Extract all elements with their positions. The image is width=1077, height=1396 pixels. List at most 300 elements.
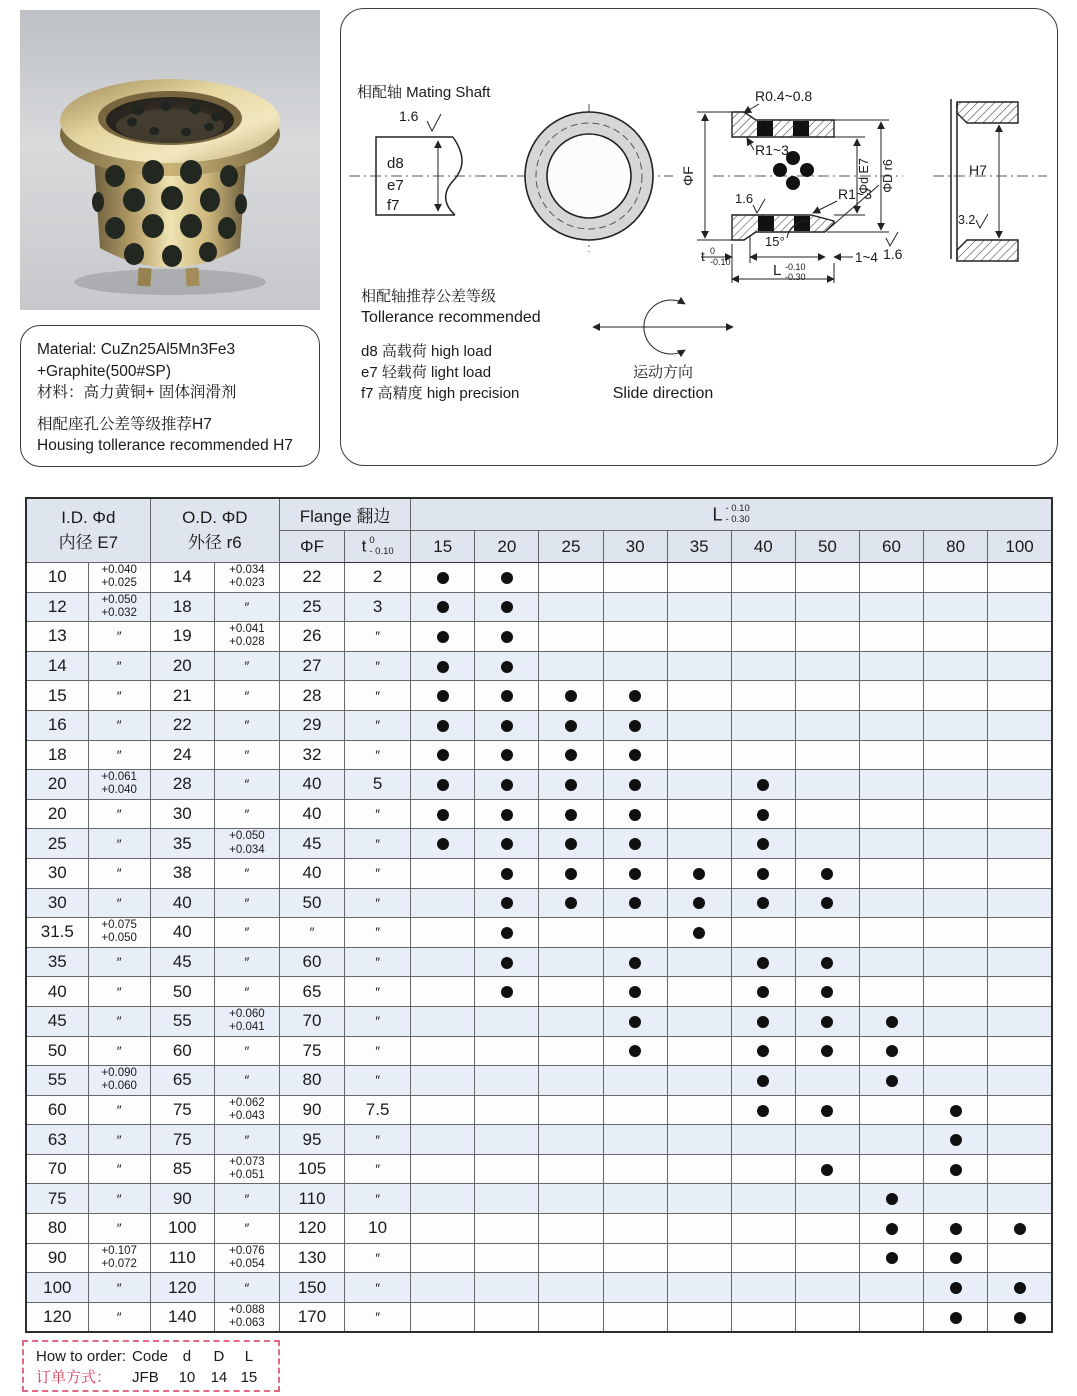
cell-l-80	[924, 740, 988, 770]
cell-l-50	[795, 1125, 859, 1155]
cell-flange-diameter: 170	[279, 1302, 344, 1332]
fillet-top-label: R1~3	[755, 142, 789, 158]
cell-od: 30	[150, 799, 214, 829]
cell-l-25	[539, 1184, 603, 1214]
cell-flange-thickness: ″	[345, 622, 411, 652]
availability-dot	[629, 779, 641, 791]
cell-l-60	[859, 1273, 923, 1303]
dim-phi-d-e7: Φd E7	[857, 158, 871, 194]
cell-l-40	[731, 888, 795, 918]
cell-l-20	[475, 1095, 539, 1125]
cell-flange-diameter: 26	[279, 622, 344, 652]
spec-table	[25, 497, 1053, 1333]
spec-row	[26, 1302, 1052, 1332]
cell-id: 35	[26, 947, 88, 977]
cell-id: 25	[26, 829, 88, 859]
cell-l-40	[731, 1154, 795, 1184]
cell-id: 16	[26, 710, 88, 740]
availability-dot	[950, 1164, 962, 1176]
availability-dot	[950, 1312, 962, 1324]
cell-l-35	[667, 799, 731, 829]
cell-l-15	[411, 563, 475, 593]
cell-l-20	[475, 858, 539, 888]
cell-l-60	[859, 710, 923, 740]
availability-dot	[629, 897, 641, 909]
cell-l-40	[731, 947, 795, 977]
cell-l-30	[603, 829, 667, 859]
cell-flange-thickness: 7.5	[345, 1095, 411, 1125]
cell-l-80	[924, 888, 988, 918]
cell-l-25	[539, 1243, 603, 1273]
cell-flange-diameter: 80	[279, 1066, 344, 1096]
cell-l-80	[924, 710, 988, 740]
cell-od-tolerance: +0.088 +0.063	[214, 1302, 279, 1332]
cell-l-30	[603, 622, 667, 652]
availability-dot	[757, 868, 769, 880]
cell-l-60	[859, 799, 923, 829]
cell-flange-thickness: ″	[345, 829, 411, 859]
col-l-30: 30	[603, 531, 667, 563]
cell-od-tolerance: +0.076 +0.054	[214, 1243, 279, 1273]
mating-shaft-view	[376, 108, 462, 215]
availability-dot	[565, 868, 577, 880]
cell-l-15	[411, 918, 475, 948]
cell-l-25	[539, 1125, 603, 1155]
col-od-header	[150, 498, 279, 563]
cell-l-40	[731, 1066, 795, 1096]
cell-l-25	[539, 710, 603, 740]
cell-l-40	[731, 829, 795, 859]
cell-l-15	[411, 740, 475, 770]
cell-l-35	[667, 770, 731, 800]
cell-l-100	[988, 977, 1052, 1007]
order-col-D: D	[213, 1348, 225, 1365]
availability-dot	[629, 1045, 641, 1057]
cell-od-tolerance: ″	[214, 1125, 279, 1155]
cell-id-tolerance: ″	[88, 1302, 150, 1332]
cell-od-tolerance: ″	[214, 651, 279, 681]
cell-id: 13	[26, 622, 88, 652]
cell-l-80	[924, 1036, 988, 1066]
cell-l-80	[924, 622, 988, 652]
cell-flange-diameter: 50	[279, 888, 344, 918]
cell-l-15	[411, 977, 475, 1007]
cell-od-tolerance: ″	[214, 592, 279, 622]
cell-od-tolerance: ″	[214, 799, 279, 829]
cell-flange-diameter: 32	[279, 740, 344, 770]
cell-l-40	[731, 622, 795, 652]
cell-l-40	[731, 710, 795, 740]
cell-od-tolerance: ″	[214, 858, 279, 888]
cell-l-80	[924, 1006, 988, 1036]
cell-flange-thickness: ″	[345, 977, 411, 1007]
availability-dot	[693, 927, 705, 939]
availability-dot	[1014, 1223, 1026, 1235]
cell-flange-diameter: 75	[279, 1036, 344, 1066]
cell-l-15	[411, 1095, 475, 1125]
availability-dot	[757, 1105, 769, 1117]
cell-l-50	[795, 1243, 859, 1273]
availability-dot	[629, 957, 641, 969]
shaft-fit-e7: e7	[387, 177, 404, 194]
cell-l-35	[667, 918, 731, 948]
cell-id-tolerance: +0.075 +0.050	[88, 918, 150, 948]
cell-od: 100	[150, 1214, 214, 1244]
cell-l-100	[988, 1006, 1052, 1036]
cell-l-35	[667, 710, 731, 740]
cell-l-100	[988, 710, 1052, 740]
cell-l-15	[411, 1302, 475, 1332]
cell-flange-diameter: 95	[279, 1125, 344, 1155]
cell-od: 21	[150, 681, 214, 711]
cell-l-25	[539, 947, 603, 977]
cell-flange-thickness: ″	[345, 681, 411, 711]
availability-dot	[757, 986, 769, 998]
cell-od: 75	[150, 1125, 214, 1155]
cell-l-35	[667, 829, 731, 859]
cell-l-35	[667, 858, 731, 888]
order-col-d: d	[182, 1348, 192, 1365]
availability-dot	[1014, 1282, 1026, 1294]
cell-l-15	[411, 622, 475, 652]
cell-l-25	[539, 1154, 603, 1184]
cell-id-tolerance: ″	[88, 651, 150, 681]
cell-l-25	[539, 651, 603, 681]
availability-dot	[437, 631, 449, 643]
availability-dot	[565, 809, 577, 821]
cell-l-30	[603, 563, 667, 593]
cell-l-35	[667, 1243, 731, 1273]
availability-dot	[757, 1016, 769, 1028]
cell-l-35	[667, 681, 731, 711]
cell-flange-diameter: 150	[279, 1273, 344, 1303]
material-line-en2: +Graphite(500#SP)	[37, 362, 171, 380]
cell-l-80	[924, 592, 988, 622]
technical-drawing-panel	[340, 8, 1058, 466]
cell-l-60	[859, 1125, 923, 1155]
spec-row	[26, 1066, 1052, 1096]
cell-l-50	[795, 918, 859, 948]
cell-od: 75	[150, 1095, 214, 1125]
cell-l-20	[475, 622, 539, 652]
availability-dot	[501, 572, 513, 584]
availability-dot	[757, 1045, 769, 1057]
cell-id: 30	[26, 888, 88, 918]
spec-row	[26, 829, 1052, 859]
spec-row	[26, 1125, 1052, 1155]
cell-l-20	[475, 1066, 539, 1096]
spec-row	[26, 1006, 1052, 1036]
cell-id-tolerance: +0.061 +0.040	[88, 770, 150, 800]
col-l-40: 40	[731, 531, 795, 563]
cell-l-100	[988, 1302, 1052, 1332]
t-header-sub: - 0.10	[369, 545, 394, 557]
t-header-sup: 0	[369, 534, 375, 546]
cell-l-80	[924, 1302, 988, 1332]
cell-flange-diameter: 22	[279, 563, 344, 593]
cell-l-35	[667, 1125, 731, 1155]
cell-l-25	[539, 1095, 603, 1125]
availability-dot	[565, 720, 577, 732]
cell-l-30	[603, 1273, 667, 1303]
availability-dot	[886, 1075, 898, 1087]
cell-l-30	[603, 681, 667, 711]
col-id-header-line1: I.D. Φd	[61, 507, 116, 527]
cell-l-50	[795, 592, 859, 622]
cell-id: 31.5	[26, 918, 88, 948]
cell-id-tolerance: ″	[88, 1095, 150, 1125]
cell-l-40	[731, 858, 795, 888]
availability-dot	[501, 986, 513, 998]
cell-l-20	[475, 918, 539, 948]
cell-l-15	[411, 1214, 475, 1244]
cell-l-25	[539, 1036, 603, 1066]
availability-dot	[629, 838, 641, 850]
availability-dot	[886, 1193, 898, 1205]
availability-dot	[437, 779, 449, 791]
cell-l-40	[731, 918, 795, 948]
cell-l-15	[411, 1184, 475, 1214]
availability-dot	[501, 749, 513, 761]
spec-row	[26, 1036, 1052, 1066]
availability-dot	[693, 897, 705, 909]
cell-l-50	[795, 563, 859, 593]
cell-l-100	[988, 1125, 1052, 1155]
cell-l-15	[411, 592, 475, 622]
cell-id-tolerance: +0.090 +0.060	[88, 1066, 150, 1096]
col-l-25: 25	[539, 531, 603, 563]
availability-dot	[693, 868, 705, 880]
cell-l-25	[539, 563, 603, 593]
availability-dot	[1014, 1312, 1026, 1324]
availability-dot	[501, 631, 513, 643]
cell-od: 85	[150, 1154, 214, 1184]
cell-flange-thickness: 10	[345, 1214, 411, 1244]
spec-row	[26, 1184, 1052, 1214]
cell-id: 45	[26, 1006, 88, 1036]
cell-l-40	[731, 563, 795, 593]
cell-l-60	[859, 1302, 923, 1332]
spec-row	[26, 740, 1052, 770]
col-id-header	[26, 498, 150, 563]
cell-l-50	[795, 977, 859, 1007]
cell-l-30	[603, 1214, 667, 1244]
cell-l-30	[603, 1066, 667, 1096]
cell-l-60	[859, 1066, 923, 1096]
cell-l-30	[603, 1154, 667, 1184]
spec-row	[26, 918, 1052, 948]
spec-row	[26, 710, 1052, 740]
product-photo	[20, 10, 320, 310]
cell-l-50	[795, 1154, 859, 1184]
cell-l-30	[603, 1095, 667, 1125]
cell-l-30	[603, 592, 667, 622]
spec-row	[26, 563, 1052, 593]
cell-l-35	[667, 947, 731, 977]
chamfer-angle-label: 15°	[765, 234, 785, 249]
cell-l-50	[795, 829, 859, 859]
cell-l-20	[475, 651, 539, 681]
availability-dot	[757, 897, 769, 909]
cell-od-tolerance: ″	[214, 888, 279, 918]
cell-l-35	[667, 622, 731, 652]
housing-tolerance-en: Housing tollerance recommended H7	[37, 437, 293, 454]
cell-l-30	[603, 1302, 667, 1332]
slide-direction	[593, 300, 733, 402]
cell-flange-diameter: 40	[279, 770, 344, 800]
cell-id: 30	[26, 858, 88, 888]
spec-row	[26, 651, 1052, 681]
cell-l-20	[475, 1302, 539, 1332]
cell-l-30	[603, 977, 667, 1007]
cell-od: 14	[150, 563, 214, 593]
col-l-80: 80	[924, 531, 988, 563]
availability-dot	[886, 1223, 898, 1235]
cell-l-40	[731, 592, 795, 622]
tolerance-title-en: Tollerance recommended	[361, 309, 541, 326]
cell-id-tolerance: ″	[88, 1273, 150, 1303]
cell-flange-thickness: ″	[345, 1125, 411, 1155]
cell-flange-thickness: ″	[345, 858, 411, 888]
ring-front-view	[525, 104, 653, 252]
availability-dot	[501, 720, 513, 732]
cell-l-80	[924, 829, 988, 859]
cell-l-25	[539, 799, 603, 829]
order-label-en: How to order:	[36, 1348, 127, 1365]
shaft-roughness-value: 1.6	[399, 108, 419, 124]
cell-od: 18	[150, 592, 214, 622]
cell-l-30	[603, 947, 667, 977]
cell-l-25	[539, 858, 603, 888]
col-l-header	[411, 498, 1052, 531]
cell-l-100	[988, 1066, 1052, 1096]
cell-l-25	[539, 770, 603, 800]
cell-l-80	[924, 1066, 988, 1096]
slide-direction-cn: 运动方向	[632, 364, 694, 381]
availability-dot	[950, 1134, 962, 1146]
cell-l-15	[411, 1066, 475, 1096]
cell-flange-diameter: 110	[279, 1184, 344, 1214]
cell-l-30	[603, 1036, 667, 1066]
cell-od-tolerance: ″	[214, 740, 279, 770]
cell-id: 12	[26, 592, 88, 622]
cell-l-40	[731, 1214, 795, 1244]
cell-l-100	[988, 858, 1052, 888]
cell-flange-diameter: 130	[279, 1243, 344, 1273]
cell-l-50	[795, 1036, 859, 1066]
cell-l-20	[475, 681, 539, 711]
order-value-L: 15	[240, 1369, 258, 1386]
availability-dot	[501, 661, 513, 673]
cell-l-100	[988, 1214, 1052, 1244]
cell-id-tolerance: ″	[88, 947, 150, 977]
cell-l-50	[795, 770, 859, 800]
cell-od: 90	[150, 1184, 214, 1214]
cell-l-50	[795, 1302, 859, 1332]
cell-l-35	[667, 740, 731, 770]
cell-l-80	[924, 1243, 988, 1273]
cell-l-50	[795, 740, 859, 770]
cell-l-35	[667, 1273, 731, 1303]
cell-l-35	[667, 1154, 731, 1184]
cell-id-tolerance: ″	[88, 829, 150, 859]
spec-row	[26, 977, 1052, 1007]
cell-id: 90	[26, 1243, 88, 1273]
cell-l-50	[795, 710, 859, 740]
col-od-header-line2: 外径 r6	[187, 532, 242, 552]
cell-l-30	[603, 799, 667, 829]
availability-dot	[437, 720, 449, 732]
cell-od: 45	[150, 947, 214, 977]
cell-l-50	[795, 888, 859, 918]
cell-l-30	[603, 1125, 667, 1155]
cell-id: 50	[26, 1036, 88, 1066]
availability-dot	[757, 1075, 769, 1087]
availability-dot	[437, 601, 449, 613]
cell-l-60	[859, 770, 923, 800]
cell-flange-thickness: ″	[345, 1184, 411, 1214]
cell-id-tolerance: ″	[88, 1214, 150, 1244]
cell-flange-thickness: ″	[345, 710, 411, 740]
cell-l-100	[988, 563, 1052, 593]
cell-l-50	[795, 681, 859, 711]
cell-l-100	[988, 770, 1052, 800]
availability-dot	[565, 690, 577, 702]
availability-dot	[821, 868, 833, 880]
availability-dot	[565, 838, 577, 850]
availability-dot	[629, 1016, 641, 1028]
cell-od-tolerance: +0.060 +0.041	[214, 1006, 279, 1036]
cell-l-40	[731, 977, 795, 1007]
order-code-label: Code	[132, 1348, 168, 1365]
cell-l-40	[731, 1302, 795, 1332]
availability-dot	[757, 809, 769, 821]
bore-roughness-value: 1.6	[735, 191, 754, 206]
availability-dot	[886, 1045, 898, 1057]
cell-od-tolerance: ″	[214, 1036, 279, 1066]
cell-l-80	[924, 977, 988, 1007]
chamfer-length-label: 1~4	[855, 250, 878, 265]
l-header-sub: - 0.30	[725, 513, 750, 525]
availability-dot	[757, 779, 769, 791]
cell-l-80	[924, 918, 988, 948]
cell-flange-thickness: 5	[345, 770, 411, 800]
cell-od-tolerance: +0.062 +0.043	[214, 1095, 279, 1125]
availability-dot	[821, 986, 833, 998]
cell-flange-thickness: 3	[345, 592, 411, 622]
cell-flange-thickness: ″	[345, 1154, 411, 1184]
cell-l-50	[795, 1006, 859, 1036]
cell-l-35	[667, 888, 731, 918]
order-col-L: L	[244, 1348, 254, 1365]
availability-dot	[629, 690, 641, 702]
cell-l-60	[859, 977, 923, 1007]
cell-l-40	[731, 1184, 795, 1214]
cell-l-25	[539, 622, 603, 652]
cell-l-15	[411, 1243, 475, 1273]
spec-row	[26, 858, 1052, 888]
cell-l-100	[988, 799, 1052, 829]
spec-row	[26, 947, 1052, 977]
cell-l-100	[988, 1273, 1052, 1303]
t-header-letter: t	[361, 535, 367, 555]
cell-l-100	[988, 1243, 1052, 1273]
cell-l-20	[475, 947, 539, 977]
cell-l-15	[411, 681, 475, 711]
col-l-20: 20	[475, 531, 539, 563]
cell-l-80	[924, 1214, 988, 1244]
availability-dot	[629, 720, 641, 732]
